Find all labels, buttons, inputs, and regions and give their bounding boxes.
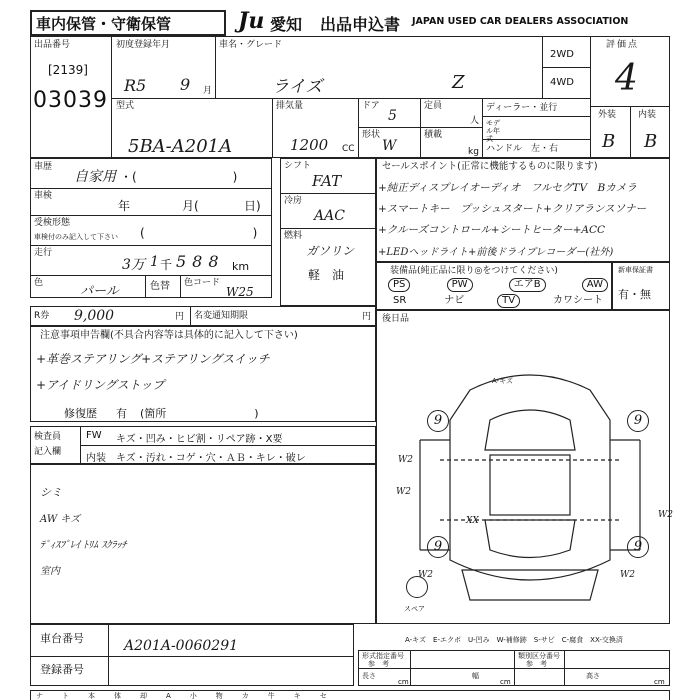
color-value: パール (80, 284, 119, 299)
recycle-fee-value: 9,000 (74, 308, 115, 324)
acceptance-paren: ( ) (140, 226, 258, 240)
mileage-unit: km (232, 260, 250, 273)
fuel-gasoline: ガソリン (306, 244, 355, 258)
region-name: 愛知 (270, 15, 303, 34)
repair-label: 修復歴 (64, 407, 97, 420)
dim-label-left: 形式指定番号 (362, 652, 404, 660)
type-label: 型式 (116, 101, 135, 111)
form-title: 出品申込書 (320, 15, 401, 34)
load-label: 積載 (424, 130, 443, 140)
lot-label: 出品番号 (34, 40, 71, 50)
dim-width-label: 幅 (472, 672, 479, 680)
damage-mark-xx: XX (466, 516, 479, 526)
dim-unit-3: cm (654, 678, 665, 686)
damage-mark-6: W2 (620, 570, 635, 580)
inspection-year-unit: 年 (118, 199, 131, 213)
footer-strip-text: ナ ト 本 体 却 A 小 物 カ 牛 キ セ (36, 692, 333, 700)
shape-label: 形状 (362, 130, 381, 140)
mileage-sen-digit: 1 (150, 254, 159, 270)
logo-mark: Ju (238, 8, 265, 34)
equip-ps: PS (388, 278, 410, 292)
mileage-label: 走行 (34, 248, 53, 258)
inspector-note-2: AW キズ (40, 514, 81, 525)
tire-front-right: 9 (627, 410, 649, 432)
inspector-note-4: 室内 (40, 566, 60, 577)
inspector-note-3: ﾃﾞｨｽﾌﾟﾚｲ ﾄﾘﾑ ｽｸﾗｯﾁ (40, 540, 127, 551)
shift-label: シフト (284, 161, 312, 171)
tire-rear-right: 9 (627, 536, 649, 558)
equip-aw: AW (582, 278, 608, 292)
selling-points-label: セールスポイント(正常に機能するものに限ります) (382, 161, 598, 172)
chassis-value: A201A-0060291 (124, 638, 239, 654)
interior-items: キズ・汚れ・コゲ・穴・ＡＢ・キレ・破レ (116, 453, 306, 464)
mileage-man: 3万 (122, 257, 145, 273)
equipment-row-2 (388, 294, 608, 308)
selling-point-4: +LEDヘッドライト+前後ドライブレコーダー(社外) (378, 247, 614, 258)
dim-label-left-2: 参 考 (368, 660, 389, 668)
recycle-fee-label: R券 (34, 311, 50, 321)
equipment-label: 装備品(純正品に限り◎をつけてください) (390, 266, 558, 276)
displacement-unit: CC (342, 144, 355, 154)
doors-label: ドア (362, 101, 380, 111)
interior-label-row: 内装 (86, 453, 106, 464)
dim-unit-1: cm (398, 678, 409, 686)
equip-pw: PW (447, 278, 473, 292)
drive-2wd: 2WD (550, 49, 574, 60)
interior-label: 内装 (638, 110, 657, 120)
damage-mark-1: W2 (398, 455, 413, 465)
dim-length-label: 長さ (362, 672, 376, 680)
association-name: JAPAN USED CAR DEALERS ASSOCIATION (412, 16, 629, 27)
selling-point-2: +スマートキー プッシュスタート+クリアランスソナー (378, 203, 647, 215)
storage-type: 車内保管・守衛保管 (36, 15, 172, 33)
remark-2: +アイドリングストップ (36, 378, 165, 392)
displacement-label: 排気量 (276, 101, 304, 111)
fw-label: FW (86, 430, 102, 441)
inspection-month-unit: 月( (182, 199, 199, 213)
rating-score: 4 (615, 58, 638, 99)
remark-1: +革巻ステアリング+ステアリングスイッチ (36, 352, 270, 366)
history-label: 車歴 (34, 162, 53, 172)
dealer-label: ディーラー・並行 (486, 103, 558, 113)
dim-height-label: 高さ (586, 672, 600, 680)
damage-mark-3: W2 (396, 487, 411, 497)
load-unit: kg (468, 147, 479, 157)
acceptance-label: 受検形態 (34, 218, 71, 228)
tire-front-left: 9 (427, 410, 449, 432)
registration-month: 9 (180, 75, 191, 94)
lot-number: 03039 (33, 88, 108, 113)
dim-cat-label-2: 参 考 (526, 660, 547, 668)
equipment-row-1 (388, 278, 608, 292)
selling-point-3: +クルーズコントロール+シートヒーター+ACC (378, 224, 606, 236)
warranty-value: 有・無 (618, 288, 651, 301)
registration-label: 初度登録年月 (116, 40, 171, 50)
equip-navi: ナビ (444, 295, 465, 306)
inspector-note-1: シミ (40, 486, 62, 499)
svg-text:A-キズ: A-キズ (492, 377, 514, 385)
tire-rear-left: 9 (427, 536, 449, 558)
remarks-label: 注意事項申告欄(不具合内容等は具体的に記入して下さい) (40, 330, 298, 341)
capacity-label: 定員 (424, 101, 443, 111)
lot-sub-number: [2139] (48, 63, 88, 77)
color-swap-label: 色替 (150, 281, 170, 292)
model-grade: Z (452, 72, 465, 93)
handle-label: ハンドル 左・右 (486, 144, 559, 154)
model-name: ライズ (272, 77, 323, 97)
later-items-label: 後日品 (382, 314, 410, 324)
shape-value: W (382, 138, 397, 154)
mileage-digits: 588 (176, 252, 225, 271)
inspection-day-unit: 日) (244, 199, 261, 213)
fuel-label: 燃料 (284, 231, 303, 241)
damage-mark-5: W2 (418, 570, 433, 580)
color-code: W25 (226, 285, 254, 299)
equip-airbag: エアB (509, 278, 546, 292)
rating-label: 評価点 (606, 40, 640, 50)
model-label: 車名・グレード (219, 40, 283, 50)
repair-value: 有 (116, 407, 127, 420)
fw-items: キズ・凹み・ヒビ割・リペア跡・X要 (116, 434, 283, 445)
inspector-label-2: 記入欄 (34, 447, 62, 457)
damage-legend: A-キズ E-エクボ U-凹み W-補修跡 S-サビ C-腐食 XX-交換済 (405, 636, 623, 644)
acceptance-note: 車検付のみ記入して下さい (34, 233, 118, 241)
capacity-unit: 人 (470, 116, 480, 126)
repair-part: (箇所 ) (140, 407, 259, 420)
registration-era-year: R5 (124, 76, 147, 95)
type-value: 5BA-A201A (128, 136, 233, 157)
drive-4wd: 4WD (550, 77, 574, 88)
warranty-label: 新車保証書 (618, 266, 653, 274)
tax-unit: 円 (362, 312, 372, 322)
interior-grade: B (644, 131, 658, 152)
ac-label: 冷房 (284, 196, 303, 206)
exterior-label: 外装 (598, 110, 617, 120)
dim-unit-2: cm (500, 678, 511, 686)
recycle-fee-unit: 円 (175, 312, 185, 322)
equip-tv: TV (497, 294, 520, 308)
model-year-label: モデル年式 (486, 119, 500, 143)
selling-point-1: +純正ディスプレイオーディオ フルセグTV Bカメラ (378, 182, 637, 194)
color-label: 色 (34, 278, 44, 288)
history-value: 自家用 (74, 169, 116, 185)
chassis-label: 車台番号 (40, 632, 84, 645)
dim-cat-label: 類別区分番号 (518, 652, 560, 660)
registration-month-unit: 月 (203, 86, 213, 96)
history-paren: ・( ) (120, 170, 238, 184)
doors-value: 5 (388, 108, 397, 124)
damage-mark-2: W2 (658, 510, 673, 520)
equip-sr: SR (393, 295, 407, 306)
spare-label: スペア (404, 605, 425, 613)
plate-label: 登録番号 (40, 663, 84, 676)
ac-value: AAC (314, 208, 345, 224)
color-code-label: 色コード (184, 278, 221, 288)
mileage-sen-unit: 千 (160, 258, 173, 272)
fuel-diesel: 軽 油 (308, 268, 345, 282)
inspection-label: 車検 (34, 191, 53, 201)
displacement-value: 1200 (290, 136, 329, 154)
tax-label: 名変通知期限 (194, 311, 249, 321)
equip-leather: カワシート (552, 295, 603, 306)
shift-value: FAT (312, 172, 342, 190)
exterior-grade: B (602, 131, 616, 152)
inspector-label: 検査員 (34, 432, 62, 442)
